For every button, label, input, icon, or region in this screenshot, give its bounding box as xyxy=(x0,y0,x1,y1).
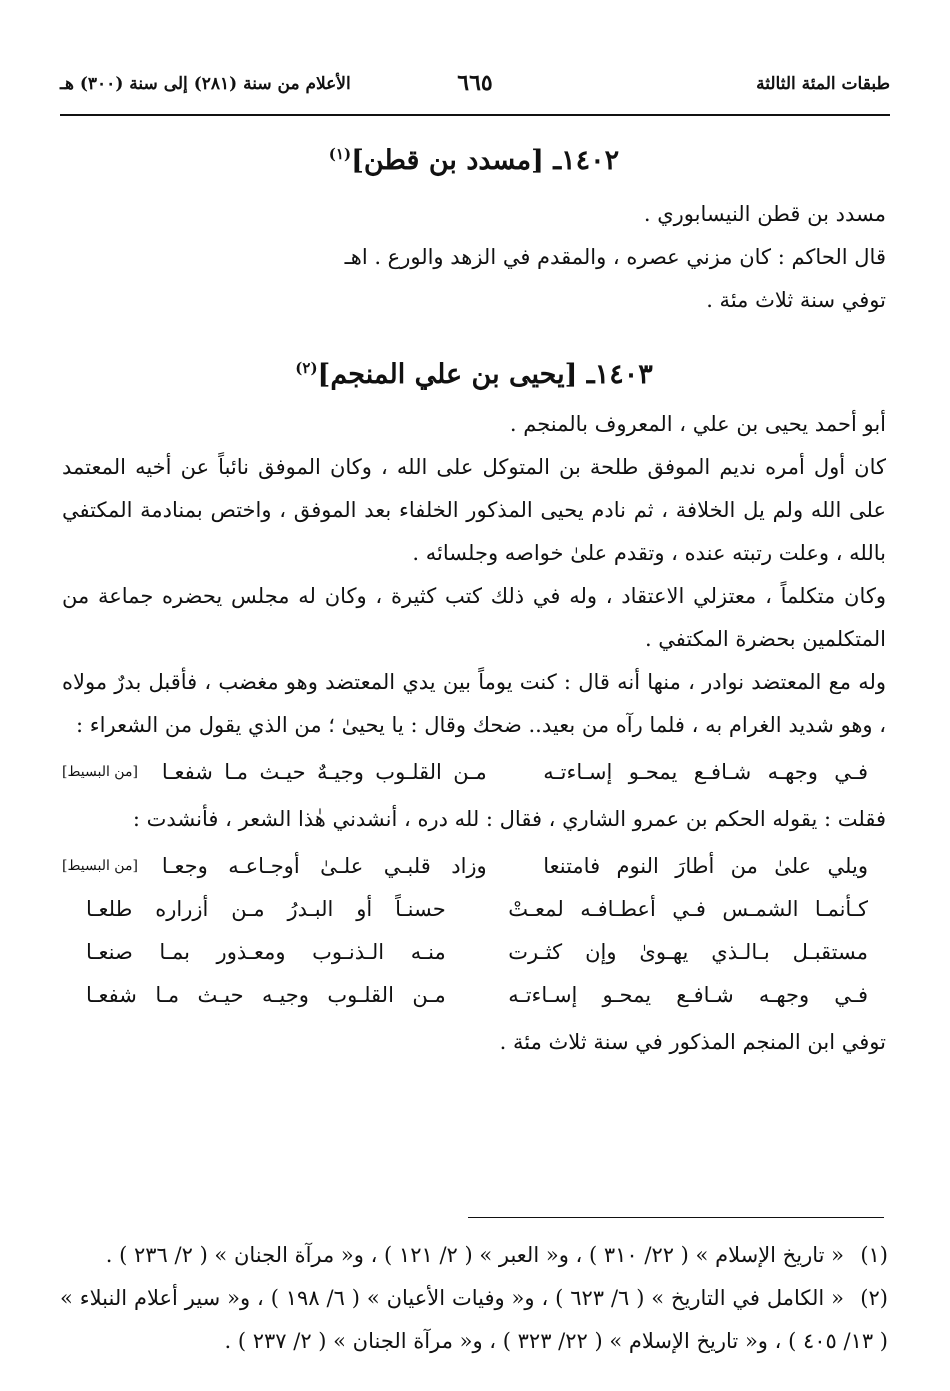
entry-title-text: ١٤٠٢ـ [مسدد بن قطن] xyxy=(351,145,620,176)
poem-block xyxy=(62,845,886,1017)
meter-label: [من البسيط] xyxy=(62,764,138,780)
verse-second-hemistich: مـن القلـوب وجيـهٌ حيـث مـا شفعـا xyxy=(161,760,487,784)
paragraph: قال الحاكم : كان مزني عصره ، والمقدم في الزهد والورع . اهـ xyxy=(344,245,886,269)
verse-first-hemistich: فـي وجهـه شـافـع يمحـو إسـاءتـه xyxy=(508,983,868,1007)
verse-second-hemistich: وزاد قلبـي علـىٰ أوجـاعـه وجعـا xyxy=(161,854,487,878)
closing-paragraph: توفي ابن المنجم المذكور في سنة ثلاث مئة . xyxy=(499,1030,886,1054)
verse-line xyxy=(138,845,886,888)
meter-label: [من البسيط] xyxy=(62,858,138,874)
verse-line xyxy=(62,888,886,931)
verse-line xyxy=(138,751,886,794)
verse-second-hemistich: حسنـاً أو البـدرُ مـن أزراره طلعـا xyxy=(86,897,446,921)
footnote-text: « الكامل في التاريخ » ( ٦/ ٦٢٣ ) ، و« وفيات الأعيان » ( ٦/ ١٩٨ ) ، و« سير أعلام النبلاء » ( ١٣/ ٤٠٥ ) ، و« تاريخ الإسلام » ( ٢٢/ ٣٢٣ ) ، و« مرآة الجنان » ( ٢/ ٢٣٧ ) . xyxy=(60,1286,888,1353)
page-header xyxy=(60,70,890,108)
footnote-2 xyxy=(60,1277,888,1363)
verse-second-hemistich: مـن القلـوب وجيـه حيـث مـا شفعـا xyxy=(86,983,446,1007)
verse-second-hemistich: منـه الـذنـوب ومعـذور بمـا صنعـا xyxy=(86,940,446,964)
verse-line xyxy=(62,974,886,1017)
footnote-number: (٢) xyxy=(860,1286,888,1310)
running-title: الأعلام من سنة (٢٨١) إلى سنة (٣٠٠) هـ xyxy=(60,74,351,94)
paragraph: أبو أحمد يحيى بن علي ، المعروف بالمنجم . xyxy=(509,412,886,436)
footnotes xyxy=(60,1234,888,1363)
verse-line xyxy=(62,931,886,974)
page-number: ٦٦٥ xyxy=(457,70,493,96)
paragraph: توفي سنة ثلاث مئة . xyxy=(706,288,886,312)
entry-title-text: ١٤٠٣ـ [يحيى بن علي المنجم] xyxy=(317,359,653,390)
verse-first-hemistich: فـي وجهـه شـافـع يمحـو إسـاءتـه xyxy=(543,760,868,784)
book-section-title: طبقات المئة الثالثة xyxy=(756,74,890,94)
footnote-ref[interactable]: (٢) xyxy=(295,359,318,377)
paragraph-text: فقلت : يقوله الحكم بن عمرو الشاري ، فقال : لله دره ، أنشدني هٰذا الشعر ، فأنشدت : xyxy=(132,807,886,831)
entry-title-1403 xyxy=(62,344,886,399)
entry-title-1402 xyxy=(62,130,886,185)
verse-first-hemistich: مستقبـل بـالـذي يهـوىٰ وإن كثـرت xyxy=(508,940,868,964)
footnote-ref[interactable]: (١) xyxy=(328,145,352,163)
footnote-number: (١) xyxy=(860,1243,888,1267)
header-rule xyxy=(60,114,890,116)
verse-first-hemistich: كـأنمـا الشمـس فـي أعطـافـه لمعـتْ xyxy=(508,897,868,921)
footnote-rule xyxy=(468,1217,884,1218)
paragraph: كان أول أمره نديم الموفق طلحة بن المتوكل على الله ، وكان الموفق نائباً عن أخيه المعتمد على الله ولم يل الخلافة ، ثم نادم يحيى المذكور الخلفاء بعد الموفق ، واختص بمنادمة المكتفي بالله ، وعلت رتبته عنده ، وتقدم علىٰ خواصه وجلسائه . xyxy=(62,455,886,565)
footnote-text: « تاريخ الإسلام » ( ٢٢/ ٣١٠ ) ، و« العبر » ( ٢/ ١٢١ ) ، و« مرآة الجنان » ( ٢/ ٢٣٦ ) . xyxy=(105,1243,844,1267)
page-body xyxy=(62,130,886,1064)
verse-first-hemistich: ويلي علىٰ من أطارَ النوم فامتنعا xyxy=(543,854,868,878)
paragraph: مسدد بن قطن النيسابوري . xyxy=(643,202,886,226)
paragraph: وكان متكلماً ، معتزلي الاعتقاد ، وله في ذلك كتب كثيرة ، وكان له مجلس يحضره جماعة من المتكلمين بحضرة المكتفي . xyxy=(62,584,886,651)
footnote-1 xyxy=(60,1234,888,1277)
paragraph-text: وله مع المعتضد نوادر ، منها أنه قال : كنت يوماً بين يدي المعتضد وهو مغضب ، فأقبل بدرٌ مولاه ، وهو شديد الغرام به ، فلما رآه من بعيد.. ضحك وقال : يا يحيىٰ ؛ من الذي يقول من الشعراء : xyxy=(62,670,886,737)
verse-single xyxy=(62,751,886,794)
